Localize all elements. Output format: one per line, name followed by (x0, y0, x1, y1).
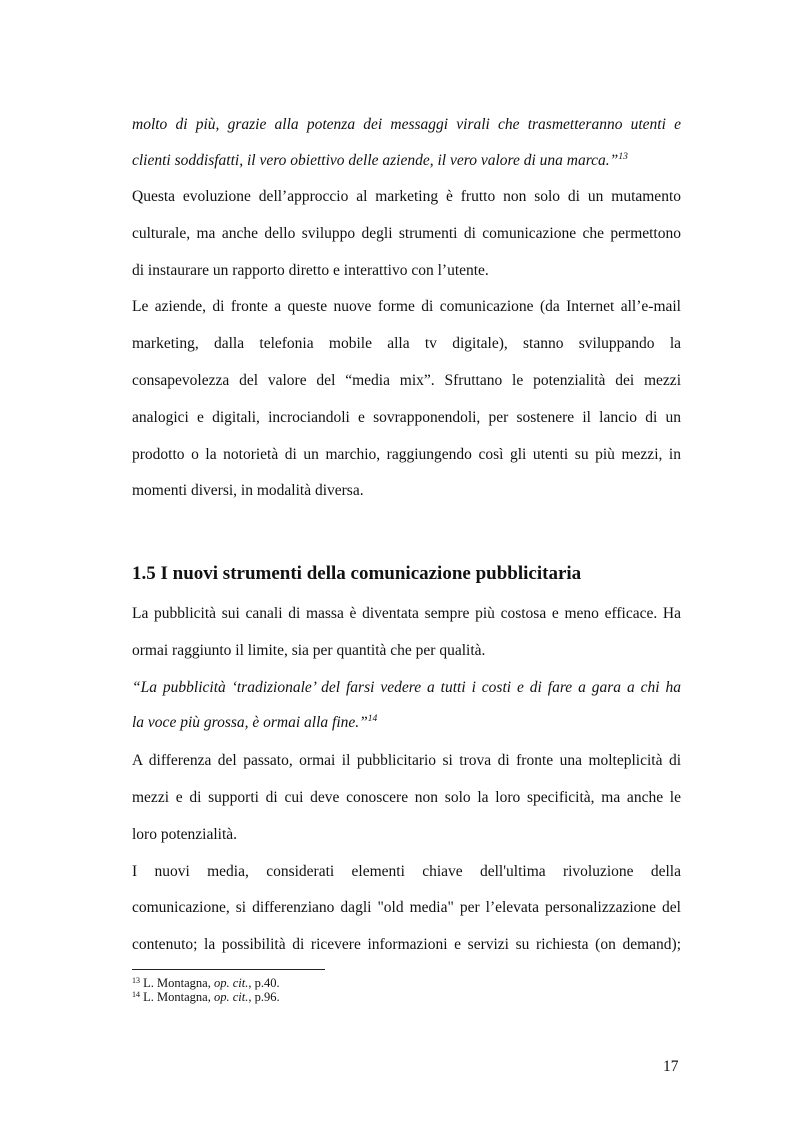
footnote-14 (132, 990, 280, 1004)
body-line: consapevolezza del valore del “media mix”. Sfruttano le potenzialità dei mezzi (132, 372, 681, 389)
footnote-page: , p.96. (248, 990, 280, 1004)
footnote-author: L. Montagna, (143, 990, 214, 1004)
body-line (132, 151, 681, 171)
footnote-ref-14[interactable]: 14 (367, 714, 378, 724)
footnote-number: 13 (132, 976, 140, 985)
body-line: prodotto o la notorietà di un marchio, raggiungendo così gli utenti su più mezzi, in (132, 446, 681, 463)
document-page (132, 0, 681, 1123)
footnote-cit: op. cit. (213, 990, 249, 1004)
body-line: di instaurare un rapporto diretto e interattivo con l’utente. (132, 262, 489, 279)
footnote-number: 14 (132, 990, 140, 999)
section-heading: 1.5 I nuovi strumenti della comunicazione pubblicitaria (132, 563, 582, 584)
footnote-cit: op. cit. (213, 976, 249, 990)
body-line: momenti diversi, in modalità diversa. (132, 482, 364, 499)
quote-end: clienti soddisfatti, il vero obiettivo delle aziende, il vero valore di una marca.” (132, 152, 619, 169)
body-line: Questa evoluzione dell’approccio al marketing è frutto non solo di un mutamento (132, 188, 681, 205)
footnote-page: , p.40. (248, 976, 280, 990)
footnote-ref-13[interactable]: 13 (618, 152, 628, 162)
footnote-13 (132, 976, 280, 990)
body-line: culturale, ma anche dello sviluppo degli strumenti di comunicazione che permettono (132, 225, 681, 242)
section-line: contenuto; la possibilità di ricevere informazioni e servizi su richiesta (on demand); (132, 936, 681, 953)
section-line: A differenza del passato, ormai il pubblicitario si trova di fronte una molteplicità di (132, 752, 681, 769)
section-line: mezzi e di supporti di cui deve conoscere non solo la loro specificità, ma anche le (132, 789, 681, 806)
body-line: Le aziende, di fronte a queste nuove forme di comunicazione (da Internet all’e-mail (132, 298, 681, 315)
section-line: comunicazione, si differenziano dagli "old media" per l’elevata personalizzazione del (132, 899, 681, 916)
footnote-author: L. Montagna, (143, 976, 214, 990)
quote-line: “La pubblicità ‘tradizionale’ del farsi vedere a tutti i costi e di fare a gara a chi ha (132, 679, 681, 696)
body-line: marketing, dalla telefonia mobile alla tv digitale), stanno sviluppando la (132, 335, 681, 352)
section-line: I nuovi media, considerati elementi chiave dell'ultima rivoluzione della (132, 863, 681, 880)
page-number: 17 (663, 1058, 679, 1075)
section-line: loro potenzialità. (132, 826, 238, 843)
quote-line (132, 713, 681, 733)
footnote-divider (132, 969, 325, 970)
section-line: ormai raggiunto il limite, sia per quantità che per qualità. (132, 642, 486, 659)
body-line: analogici e digitali, incrociandoli e sovrapponendoli, per sostenere il lancio di un (132, 409, 681, 426)
body-line: molto di più, grazie alla potenza dei messaggi virali che trasmetteranno utenti e (132, 116, 681, 133)
section-line: La pubblicità sui canali di massa è diventata sempre più costosa e meno efficace. Ha (132, 605, 681, 622)
quote-end: la voce più grossa, è ormai alla fine.” (132, 714, 368, 731)
